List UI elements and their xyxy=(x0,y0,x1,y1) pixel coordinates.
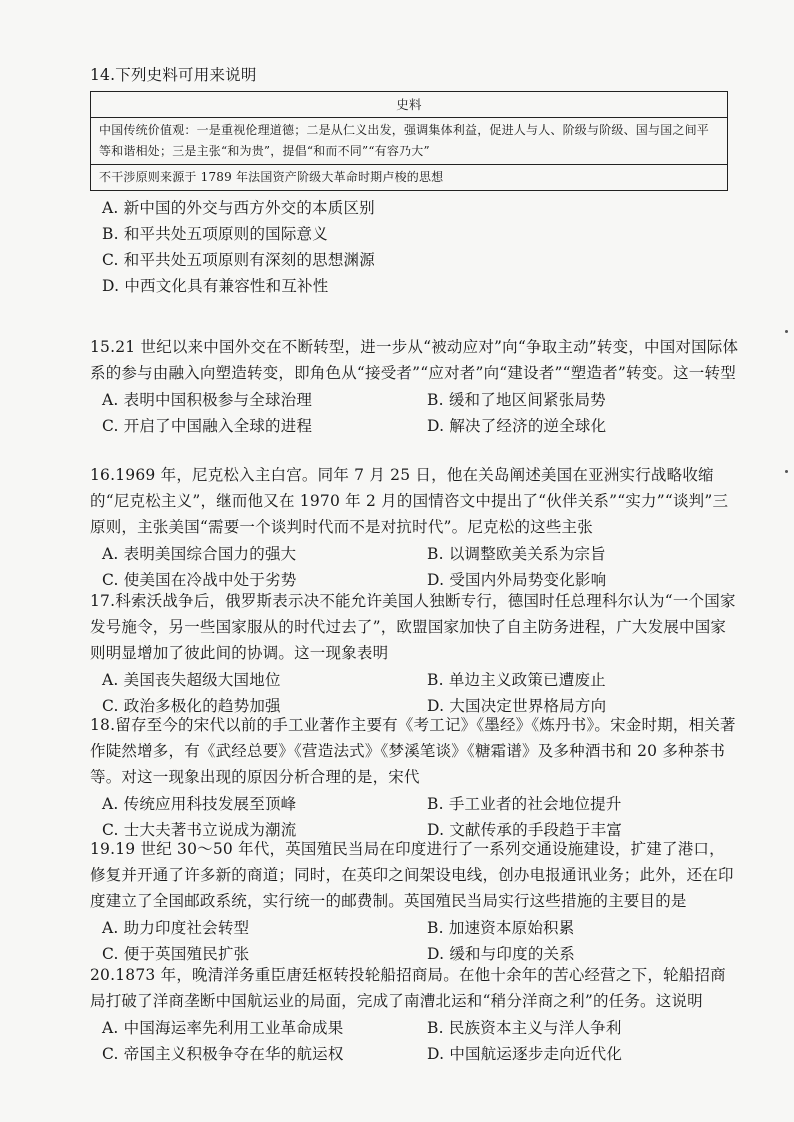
options xyxy=(90,195,740,299)
question-stem: 14.下列史料可用来说明 xyxy=(90,66,257,84)
option-d[interactable]: D. 受国内外局势变化影响 xyxy=(427,571,607,589)
question-stem: 16.1969 年，尼克松入主白宫。同年 7 月 25 日，他在关岛阐述美国在亚洲实行战略收缩的“尼克松主义”，继而他又在 1970 年 2 月的国情咨文中提出了“伙伴关系”“实力”“谈判”三原则，主张美国“需要一个谈判时代而不是对抗时代”。尼克松的这些主张 xyxy=(90,466,729,536)
option-d[interactable]: D. 解决了经济的逆全球化 xyxy=(427,417,607,435)
option-b[interactable]: B. 以调整欧美关系为宗旨 xyxy=(427,545,606,563)
question-stem: 15.21 世纪以来中国外交在不断转型，进一步从“被动应对”向“争取主动”转变，中国对国际体系的参与由融入向塑造转变，即角色从“接受者”“应对者”向“建设者”“塑造者”转变。这一转型 xyxy=(90,338,739,382)
option-d[interactable]: D. 缓和与印度的关系 xyxy=(427,945,575,963)
option-a[interactable]: A. 美国丧失超级大国地位 xyxy=(102,671,281,689)
option-d[interactable]: D. 大国决定世界格局方向 xyxy=(427,697,607,715)
option-c[interactable]: C. 开启了中国融入全球的进程 xyxy=(102,417,313,435)
question-14 xyxy=(90,62,740,299)
option-b[interactable]: B. 民族资本主义与洋人争利 xyxy=(427,1019,622,1037)
option-c[interactable]: C. 使美国在冷战中处于劣势 xyxy=(102,571,297,589)
question-20 xyxy=(90,962,740,1067)
source-table xyxy=(90,91,728,191)
option-b[interactable]: B. 单边主义政策已遭废止 xyxy=(427,671,606,689)
question-stem: 17.科索沃战争后，俄罗斯表示决不能允许美国人独断专行，德国时任总理科尔认为“一个国家发号施令，另一些国家服从的时代过去了”，欧盟国家加快了自主防务进程，广大发展中国家则明显增加了彼此间的协调。这一现象表明 xyxy=(90,592,736,662)
options xyxy=(90,1015,740,1067)
option-b[interactable]: B. 加速资本原始积累 xyxy=(427,919,575,937)
option-a[interactable]: A. 助力印度社会转型 xyxy=(102,919,250,937)
options xyxy=(90,387,740,439)
option-d[interactable]: D. 中国航运逐步走向近代化 xyxy=(427,1045,623,1063)
option-a[interactable]: A. 表明美国综合国力的强大 xyxy=(102,545,297,563)
question-18 xyxy=(90,712,740,843)
option-b[interactable]: B. 手工业者的社会地位提升 xyxy=(427,795,622,813)
question-16 xyxy=(90,462,740,593)
table-header: 史料 xyxy=(91,92,728,118)
scan-speck xyxy=(785,470,788,473)
question-stem: 19.19 世纪 30～50 年代，英国殖民当局在印度进行了一系列交通设施建设，扩建了港口，修复并开通了许多新的商道；同时，在英印之间架设电线，创办电报通讯业务；此外，还在印度建立了全国邮政系统，实行统一的邮费制。英国殖民当局实行这些措施的主要目的是 xyxy=(90,840,734,910)
option-c[interactable]: C. 政治多极化的趋势加强 xyxy=(102,697,281,715)
option-c[interactable]: C. 士大夫著书立说成为潮流 xyxy=(102,821,297,839)
option-c[interactable]: C. 便于英国殖民扩张 xyxy=(102,945,250,963)
question-19 xyxy=(90,836,740,967)
question-17 xyxy=(90,588,740,719)
option-d[interactable]: D. 中西文化具有兼容性和互补性 xyxy=(102,277,329,295)
scan-speck xyxy=(785,330,788,333)
option-a[interactable]: A. 表明中国积极参与全球治理 xyxy=(102,391,313,409)
option-c[interactable]: C. 和平共处五项原则有深刻的思想渊源 xyxy=(102,251,375,269)
option-d[interactable]: D. 文献传承的手段趋于丰富 xyxy=(427,821,623,839)
table-row: 中国传统价值观：一是重视伦理道德；二是从仁义出发，强调集体利益，促进人与人、阶级与阶级、国与国之间平等和谐相处；三是主张“和为贵”，提倡“和而不同”“有容乃大” xyxy=(91,118,728,165)
table-row: 不干涉原则来源于 1789 年法国资产阶级大革命时期卢梭的思想 xyxy=(91,165,728,191)
option-c[interactable]: C. 帝国主义积极争夺在华的航运权 xyxy=(102,1045,344,1063)
question-stem: 18.留存至今的宋代以前的手工业著作主要有《考工记》《墨经》《炼丹书》。宋金时期，相关著作陡然增多，有《武经总要》《营造法式》《梦溪笔谈》《糖霜谱》及多种酒书和 20 多种茶书等。对这一现象出现的原因分析合理的是，宋代 xyxy=(90,716,736,786)
option-a[interactable]: A. 传统应用科技发展至顶峰 xyxy=(102,795,297,813)
option-b[interactable]: B. 和平共处五项原则的国际意义 xyxy=(102,225,328,243)
options xyxy=(90,915,740,967)
option-a[interactable]: A. 新中国的外交与西方外交的本质区别 xyxy=(102,199,375,217)
question-stem: 20.1873 年，晚清洋务重臣唐廷枢转投轮船招商局。在他十余年的苦心经营之下，轮船招商局打破了洋商垄断中国航运业的局面，完成了南漕北运和“稍分洋商之利”的任务。这说明 xyxy=(90,966,726,1010)
option-b[interactable]: B. 缓和了地区间紧张局势 xyxy=(427,391,606,409)
option-a[interactable]: A. 中国海运率先利用工业革命成果 xyxy=(102,1019,344,1037)
question-15 xyxy=(90,334,740,439)
options xyxy=(90,541,740,593)
